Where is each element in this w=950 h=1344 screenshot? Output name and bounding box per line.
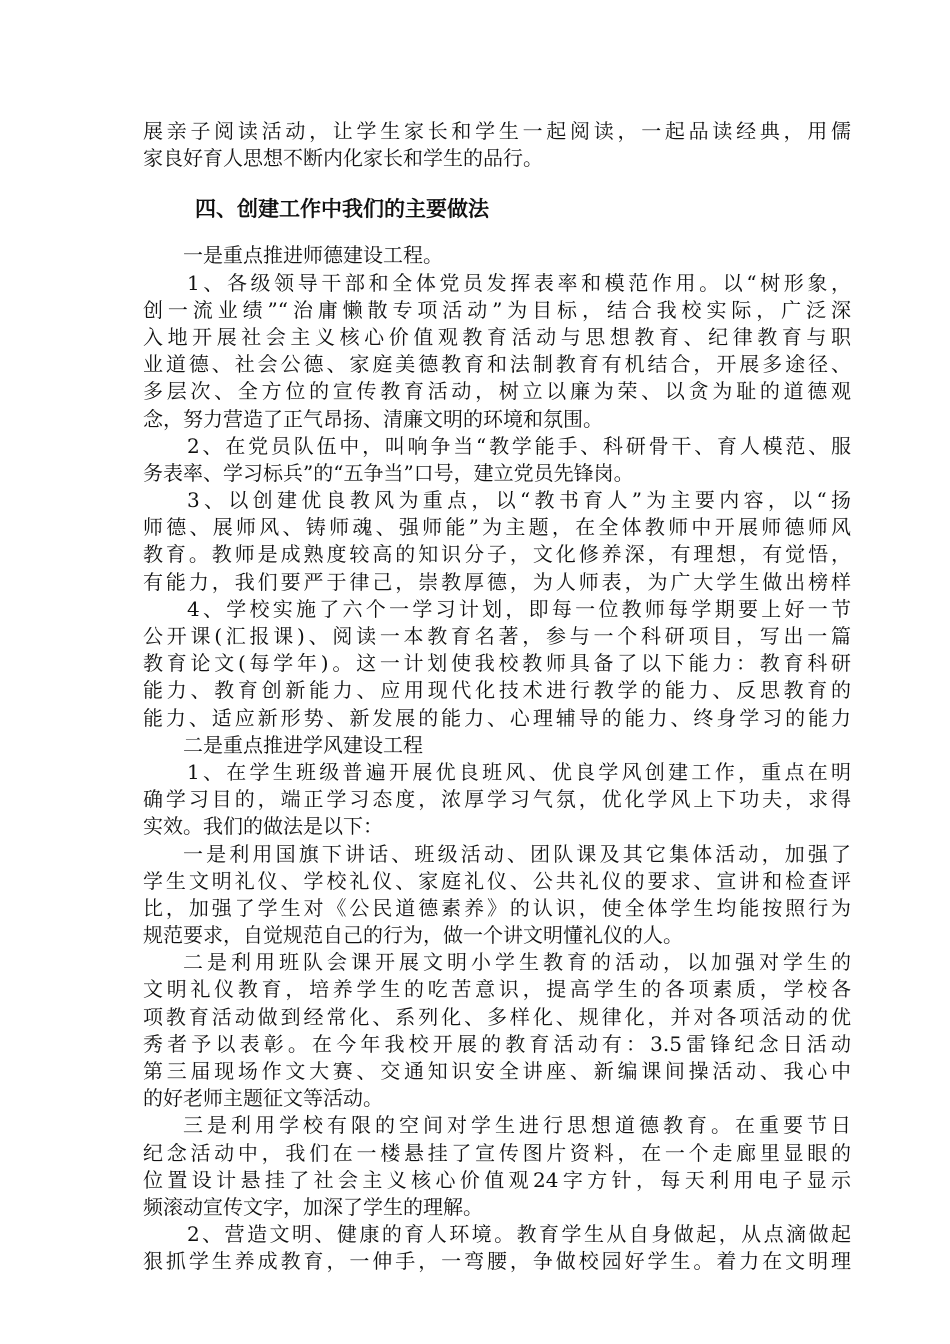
- paragraph-line: 教育论文(每学年)。这一计划使我校教师具备了以下能力：教育科研: [143, 651, 851, 676]
- paragraph-line: 确学习目的，端正学习态度，浓厚学习气氛，优化学风上下功夫，求得: [143, 787, 851, 812]
- paragraph-line: 的好老师主题征文等活动。: [143, 1086, 383, 1111]
- subsection-title: 二是重点推进学风建设工程: [183, 732, 423, 757]
- paragraph-line: 2、在党员队伍中，叫响争当“教学能手、科研骨干、育人模范、服: [187, 433, 851, 458]
- paragraph-line: 1、在学生班级普遍开展优良班风、优良学风创建工作，重点在明: [187, 759, 851, 784]
- paragraph-line: 能力、教育创新能力、应用现代化技术进行教学的能力、反思教育的: [143, 678, 851, 703]
- intro-line: 展亲子阅读活动，让学生家长和学生一起阅读，一起品读经典，用儒: [143, 119, 851, 143]
- paragraph-line: 学生文明礼仪、学校礼仪、家庭礼仪、公共礼仪的要求、宣讲和检查评: [143, 868, 851, 893]
- paragraph-line: 规范要求，自觉规范自己的行为，做一个讲文明懂礼仪的人。: [143, 923, 683, 948]
- paragraph-line: 文明礼仪教育，培养学生的吃苦意识，提高学生的各项素质，学校各: [143, 977, 851, 1002]
- paragraph-line: 有能力，我们要严于律己，崇教厚德，为人师表，为广大学生做出榜样: [143, 569, 851, 594]
- paragraph-line: 创一流业绩”“治庸懒散专项活动”为目标，结合我校实际，广泛深: [143, 297, 851, 322]
- paragraph-line: 4、学校实施了六个一学习计划，即每一位教师每学期要上好一节: [187, 596, 851, 621]
- paragraph-line: 多层次、全方位的宣传教育活动，树立以廉为荣、以贪为耻的道德观: [143, 379, 851, 404]
- paragraph-line: 实效。我们的做法是以下：: [143, 814, 383, 839]
- paragraph-line: 一是利用国旗下讲话、班级活动、团队课及其它集体活动，加强了: [183, 841, 851, 866]
- paragraph-line: 二是利用班队会课开展文明小学生教育的活动，以加强对学生的: [183, 950, 851, 975]
- paragraph-line: 公开课(汇报课)、阅读一本教育名著，参与一个科研项目，写出一篇: [143, 624, 851, 648]
- paragraph-line: 入地开展社会主义核心价值观教育活动与思想教育、纪律教育与职: [143, 324, 851, 349]
- paragraph-line: 2、营造文明、健康的育人环境。教育学生从自身做起，从点滴做起: [187, 1222, 851, 1247]
- paragraph-line: 三是利用学校有限的空间对学生进行思想道德教育。在重要节日: [183, 1113, 851, 1138]
- paragraph-line: 狠抓学生养成教育，一伸手，一弯腰，争做校园好学生。着力在文明理: [143, 1249, 851, 1274]
- section-heading: 四、创建工作中我们的主要做法: [195, 197, 489, 222]
- paragraph-line: 业道德、社会公德、家庭美德教育和法制教育有机结合，开展多途径、: [143, 352, 851, 377]
- paragraph-line: 教育。教师是成熟度较高的知识分子，文化修养深，有理想，有觉悟，: [143, 542, 851, 567]
- paragraph-line: 能力、适应新形势、新发展的能力、心理辅导的能力、终身学习的能力: [143, 705, 851, 730]
- paragraph-line: 纪念活动中，我们在一楼悬挂了宣传图片资料，在一个走廊里显眼的: [143, 1140, 851, 1165]
- paragraph-line: 念，努力营造了正气昂扬、清廉文明的环境和氛围。: [143, 406, 603, 431]
- subsection-title: 一是重点推进师德建设工程。: [183, 243, 443, 268]
- paragraph-line: 项教育活动做到经常化、系列化、多样化、规律化，并对各项活动的优: [143, 1004, 851, 1029]
- intro-line: 家良好育人思想不断内化家长和学生的品行。: [143, 146, 543, 171]
- paragraph-line: 1、各级领导干部和全体党员发挥表率和模范作用。以“树形象，: [187, 270, 851, 295]
- paragraph-line: 位置设计悬挂了社会主义核心价值观24字方针，每天利用电子显示: [143, 1167, 851, 1192]
- paragraph-line: 第三届现场作文大赛、交通知识安全讲座、新编课间操活动、我心中: [143, 1059, 851, 1083]
- paragraph-line: 秀者予以表彰。在今年我校开展的教育活动有：3.5雷锋纪念日活动: [143, 1031, 851, 1056]
- paragraph-line: 频滚动宣传文字，加深了学生的理解。: [143, 1194, 483, 1219]
- paragraph-line: 3、以创建优良教风为重点，以“教书育人”为主要内容，以“扬: [187, 488, 851, 513]
- paragraph-line: 师德、展师风、铸师魂、强师能”为主题，在全体教师中开展师德师风: [143, 515, 851, 540]
- paragraph-line: 务表率、学习标兵”的“五争当”口号，建立党员先锋岗。: [143, 460, 634, 485]
- paragraph-line: 比，加强了学生对《公民道德素养》的认识，使全体学生均能按照行为: [143, 895, 851, 920]
- document-page: [143, 118, 851, 1276]
